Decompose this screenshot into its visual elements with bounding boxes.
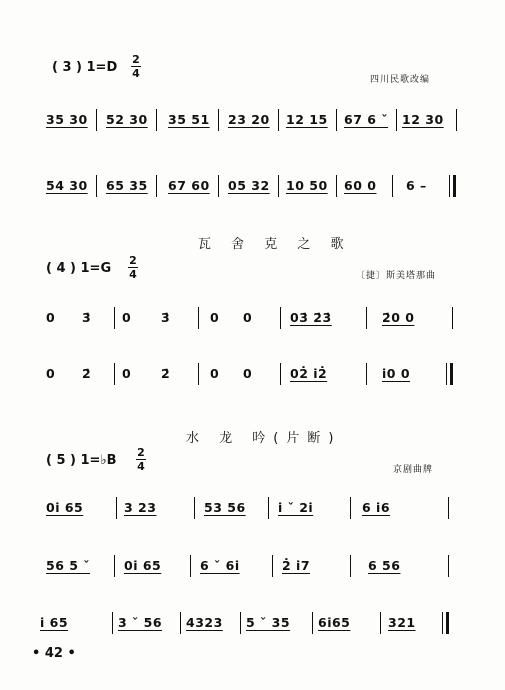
measure: 0i 65 [124, 558, 162, 573]
measure: 12 30 [402, 112, 444, 127]
measure: 321 [388, 615, 416, 630]
barline [156, 175, 157, 197]
barline [446, 363, 447, 385]
note: 0 [210, 310, 220, 325]
section-4-meter-bottom: 4 [129, 268, 137, 281]
section-4-key: ( 4 ) 1=G [46, 261, 112, 276]
section-3-meter-bottom: 4 [132, 67, 140, 80]
barline [442, 612, 443, 634]
barline [114, 307, 115, 329]
measure: i0 0 [382, 366, 411, 381]
measure: 23 20 [228, 112, 270, 127]
measure: i ˇ 2i [278, 500, 314, 515]
measure: 2̇0 0 [382, 310, 415, 325]
barline [280, 363, 281, 385]
barline [312, 612, 313, 634]
measure: 54 30 [46, 178, 88, 193]
section-3-source: 四川民歌改编 [370, 75, 431, 85]
measure: 2̇ i7 [282, 558, 311, 573]
section-3-line-2 [46, 178, 466, 200]
barline [452, 307, 453, 329]
barline [392, 175, 393, 197]
barline [448, 555, 449, 577]
measure: 65 35 [106, 178, 148, 193]
measure: i 65 [40, 615, 69, 630]
measure: 53 56 [204, 500, 246, 515]
barline [350, 497, 351, 519]
measure: 67 60 [168, 178, 210, 193]
barline [114, 555, 115, 577]
measure: 0i 65 [46, 500, 84, 515]
barline [278, 109, 279, 131]
barline [198, 307, 199, 329]
barline [218, 109, 219, 131]
measure: 12 15 [286, 112, 328, 127]
note: 3̇ [82, 310, 92, 325]
section-5-title: 水 龙 吟(片断) [186, 431, 342, 446]
barline [396, 109, 397, 131]
section-5-meter [136, 447, 146, 472]
section-4-source: 〔捷〕斯美塔那曲 [356, 271, 437, 281]
barline [278, 175, 279, 197]
note: 0 [122, 310, 132, 325]
measure: 60 0 [344, 178, 377, 193]
barline [114, 363, 115, 385]
section-5-line-2 [46, 558, 466, 580]
section-5-key: ( 5 ) 1=♭B [46, 453, 117, 468]
note: 3̇ [161, 310, 171, 325]
section-3-meter-top: 2 [132, 53, 140, 66]
section-4-line-2 [46, 366, 466, 388]
section-4-meter-top: 2 [129, 254, 137, 267]
final-barline [453, 175, 456, 197]
measure: 10 50 [286, 178, 328, 193]
measure: 6 i6 [362, 500, 391, 515]
note: 2̇ [82, 366, 92, 381]
final-barline [450, 363, 453, 385]
barline [380, 612, 381, 634]
section-3-line-1 [46, 112, 466, 134]
section-3-meter [131, 54, 141, 79]
barline [280, 307, 281, 329]
barline [116, 497, 117, 519]
measure: 4323 [186, 615, 223, 630]
measure: 67 6 ˇ [344, 112, 389, 127]
barline [366, 307, 367, 329]
measure: 6 ˇ 6i [200, 558, 240, 573]
section-5-meter-bottom: 4 [137, 460, 145, 473]
barline [156, 109, 157, 131]
barline [218, 175, 219, 197]
barline [448, 497, 449, 519]
measure: 35 30 [46, 112, 88, 127]
barline [366, 363, 367, 385]
note: 0 [243, 310, 253, 325]
measure: 52 30 [106, 112, 148, 127]
measure: 35 51 [168, 112, 210, 127]
note: 2̇ [161, 366, 171, 381]
page-number: • 42 • [32, 646, 76, 661]
measure: 05 32 [228, 178, 270, 193]
measure: 3 23 [124, 500, 157, 515]
section-5-line-1 [46, 500, 466, 522]
barline [180, 612, 181, 634]
barline [336, 109, 337, 131]
note: 0 [46, 366, 56, 381]
barline [112, 612, 113, 634]
measure: 03̇ 2̇3̇ [290, 310, 332, 325]
measure: 5 ˇ 35 [246, 615, 291, 630]
barline [268, 497, 269, 519]
measure: 6 – [406, 178, 427, 193]
measure: 3 ˇ 56 [118, 615, 163, 630]
measure: 02̇ i2̇ [290, 366, 328, 381]
measure: 6i65 [318, 615, 351, 630]
section-5-line-3 [40, 615, 470, 637]
measure: 56 5 ˇ [46, 558, 91, 573]
barline [198, 363, 199, 385]
barline [96, 175, 97, 197]
section-4-line-1 [46, 310, 466, 332]
section-4-title: 瓦 舍 克 之 歌 [198, 237, 352, 252]
final-barline [446, 612, 449, 634]
barline [449, 175, 450, 197]
barline [336, 175, 337, 197]
note: 0 [210, 366, 220, 381]
section-3-key: ( 3 ) 1=D [52, 60, 118, 75]
measure: 6 56 [368, 558, 401, 573]
note: 0 [46, 310, 56, 325]
note: 0 [243, 366, 253, 381]
barline [456, 109, 457, 131]
barline [96, 109, 97, 131]
barline [272, 555, 273, 577]
barline [350, 555, 351, 577]
section-4-meter [128, 255, 138, 280]
section-5-source: 京剧曲牌 [393, 465, 434, 475]
note: 0 [122, 366, 132, 381]
barline [240, 612, 241, 634]
barline [190, 555, 191, 577]
barline [194, 497, 195, 519]
section-5-meter-top: 2 [137, 446, 145, 459]
